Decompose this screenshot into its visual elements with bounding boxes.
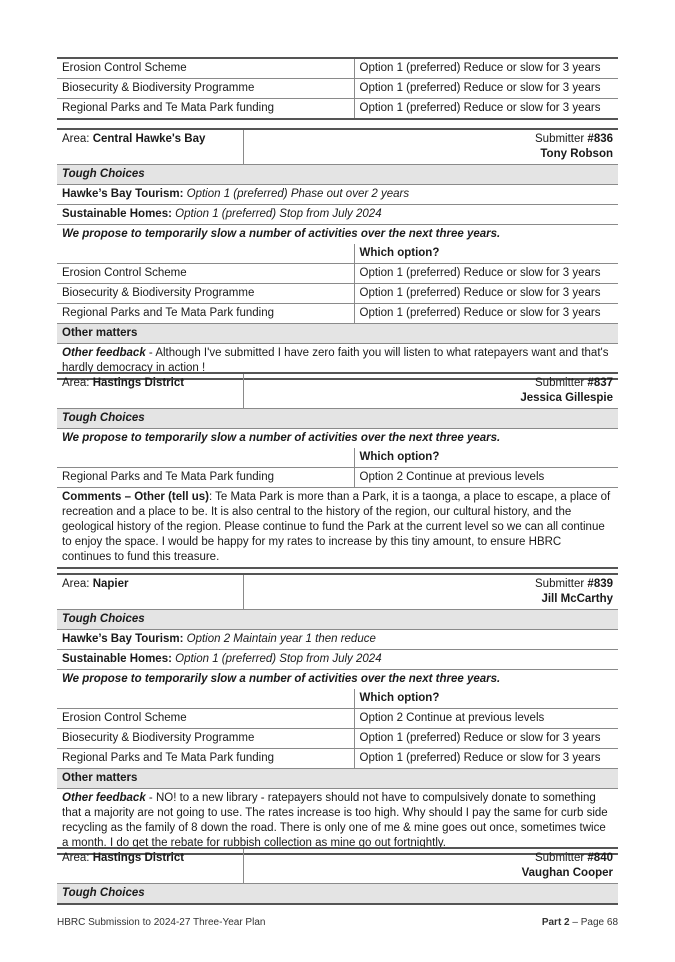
option-cell: Option 2 Continue at previous levels [354, 468, 618, 488]
feedback-row: Other feedback - NO! to a new library - ratepayers should not have to compulsively donate to something that a majority are not going to use. The rates increase is too high. Why should I pay the same for curb side recycling as the family of 8 down the road. There is only one of me & mine goes out once, sometimes twice a month. I do get the rebate for rubbish collection as mine go out fortnightly. [57, 789, 618, 855]
option-cell: Option 2 Continue at previous levels [354, 709, 618, 729]
option-cell: Option 1 (preferred) Reduce or slow for 3 years [354, 749, 618, 769]
area-value: Hastings District [92, 377, 185, 389]
submission-840 [57, 847, 618, 905]
propose-row: We propose to temporarily slow a number of activities over the next three years. [62, 228, 501, 240]
option-cell: Option 1 (preferred) Reduce or slow for 3 years [354, 99, 618, 120]
option-cell: Option 1 (preferred) Reduce or slow for 3 years [354, 729, 618, 749]
sustainable-homes-row: Sustainable Homes: Option 1 (preferred) Stop from July 2024 [57, 205, 618, 225]
option-cell: Option 1 (preferred) Reduce or slow for 3 years [354, 264, 618, 284]
page-footer [57, 917, 618, 928]
submitter-number: #836 [587, 133, 614, 145]
other-matters-heading: Other matters [57, 324, 618, 344]
submission-header [57, 129, 618, 165]
submitter-name: Jessica Gillespie [520, 392, 614, 404]
activity-cell: Regional Parks and Te Mata Park funding [57, 468, 354, 488]
activity-cell: Biosecurity & Biodiversity Programme [57, 729, 354, 749]
comments-row: Comments – Other (tell us): Te Mata Park is more than a Park, it is a taonga, a place to escape, a place of recreation and a place to be. It is also central to the history of the region, our cultural history, and the geological history of the region. Please continue to fund the Park at the current level so we can all continue to enjoy the space. I would be happy for my rates to increase by this tiny amount, to ensure HBRC continues to fund this treasure. [57, 488, 618, 569]
option-cell: Option 1 (preferred) Reduce or slow for 3 years [354, 304, 618, 324]
sustainable-homes-value: Option 1 (preferred) Stop from July 2024 [175, 208, 382, 220]
hb-tourism-value: Option 1 (preferred) Phase out over 2 years [186, 188, 410, 200]
submission-header [57, 848, 618, 884]
submission-header [57, 574, 618, 610]
activity-cell: Regional Parks and Te Mata Park funding [57, 304, 354, 324]
which-option-row: Which option? [57, 689, 618, 709]
activity-cell: Erosion Control Scheme [57, 709, 354, 729]
activity-cell: Erosion Control Scheme [57, 58, 354, 79]
hb-tourism-value: Option 2 Maintain year 1 then reduce [186, 633, 376, 645]
tough-choices-heading: Tough Choices [57, 409, 618, 429]
table-row [57, 99, 618, 120]
option-cell: Option 1 (preferred) Reduce or slow for 3 years [354, 58, 618, 79]
tough-choices-heading: Tough Choices [57, 610, 618, 630]
submitter-number: #839 [587, 578, 614, 590]
area-value: Central Hawke's Bay [92, 133, 206, 145]
tough-choices-heading: Tough Choices [57, 884, 618, 905]
table-row [57, 79, 618, 99]
option-cell: Option 1 (preferred) Reduce or slow for 3 years [354, 284, 618, 304]
area-cell: Area: Central Hawke's Bay [57, 129, 243, 165]
hb-tourism-row: Hawke’s Bay Tourism: Option 2 Maintain year 1 then reduce [57, 630, 618, 650]
table-row [57, 729, 618, 749]
submitter-cell: Submitter #837 Jessica Gillespie [243, 373, 618, 409]
submitter-cell: Submitter #839 Jill McCarthy [243, 574, 618, 610]
area-cell: Area: Hastings District [57, 373, 243, 409]
submitter-name: Tony Robson [540, 148, 614, 160]
submitter-cell: Submitter #840 Vaughan Cooper [243, 848, 618, 884]
submitter-number: #837 [587, 377, 614, 389]
activity-cell: Regional Parks and Te Mata Park funding [57, 99, 354, 120]
which-option-row: Which option? [57, 244, 618, 264]
area-cell: Area: Hastings District [57, 848, 243, 884]
table-row [57, 304, 618, 324]
submission-header [57, 373, 618, 409]
comments-text: Te Mata Park is more than a Park, it is a taonga, a place to escape, a place of recreation and a place to be. It is also central to the history of the region, our cultural history, and the geological history of the region. Please continue to fund the Park at the current level so we can all continue to enjoy the space. I would be happy for my rates to increase by this tiny amount, to ensure HBRC continues to fund this treasure. [62, 491, 611, 563]
submitter-name: Vaughan Cooper [521, 867, 613, 879]
option-cell: Option 1 (preferred) Reduce or slow for 3 years [354, 79, 618, 99]
footer-title: HBRC Submission to 2024-27 Three-Year Plan [57, 917, 266, 928]
submitter-number: #840 [587, 852, 613, 864]
propose-row: We propose to temporarily slow a number of activities over the next three years. [62, 432, 501, 444]
area-cell: Area: Napier [57, 574, 243, 610]
submission-837 [57, 372, 618, 569]
which-option-row: Which option? [57, 448, 618, 468]
tough-choices-heading: Tough Choices [57, 165, 618, 185]
hb-tourism-row: Hawke’s Bay Tourism: Option 1 (preferred) Phase out over 2 years [57, 185, 618, 205]
activity-cell: Biosecurity & Biodiversity Programme [57, 79, 354, 99]
table-row [57, 749, 618, 769]
activity-cell: Regional Parks and Te Mata Park funding [57, 749, 354, 769]
submitter-name: Jill McCarthy [541, 593, 614, 605]
activity-cell: Biosecurity & Biodiversity Programme [57, 284, 354, 304]
area-value: Napier [92, 578, 129, 590]
sustainable-homes-value: Option 1 (preferred) Stop from July 2024 [175, 653, 382, 665]
area-value: Hastings District [92, 852, 185, 864]
table-row [57, 284, 618, 304]
activity-cell: Erosion Control Scheme [57, 264, 354, 284]
propose-row: We propose to temporarily slow a number of activities over the next three years. [62, 673, 501, 685]
submission-839 [57, 573, 618, 855]
feedback-row: Other feedback - Although I've submitted I have zero faith you will listen to what ratepayers want and that's hardly democracy in action ! [57, 344, 618, 380]
other-matters-heading: Other matters [57, 769, 618, 789]
sustainable-homes-row: Sustainable Homes: Option 1 (preferred) Stop from July 2024 [57, 650, 618, 670]
table-row [57, 468, 618, 488]
submission-836 [57, 128, 618, 380]
table-row [57, 264, 618, 284]
table-row [57, 709, 618, 729]
activities-table-continued [57, 57, 618, 120]
page-number: Part 2 – Page 68 [541, 917, 618, 928]
feedback-text: NO! to a new library - ratepayers should not have to compulsively donate to something that a majority are not going to use. The rates increase is too high. Why should I pay the same for curb side recycling as the family of 8 down the road. There is only one of me & mine goes out once, sometimes twice a month. I do get the rebate for rubbish collection as mine go out fortnightly. [62, 792, 608, 849]
feedback-text: Although I've submitted I have zero faith you will listen to what ratepayers want and that's hardly democracy in action ! [62, 347, 609, 374]
submitter-cell: Submitter #836 Tony Robson [243, 129, 618, 165]
table-row [57, 58, 618, 79]
